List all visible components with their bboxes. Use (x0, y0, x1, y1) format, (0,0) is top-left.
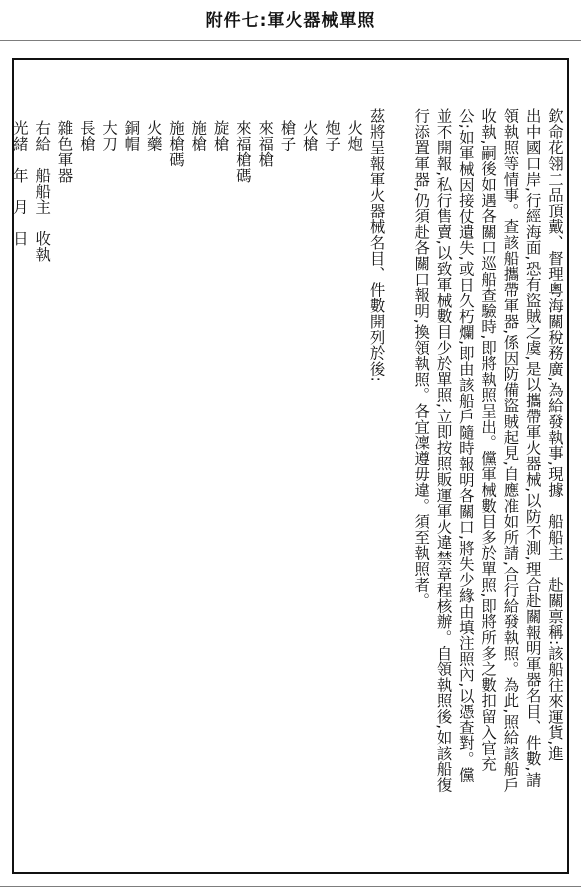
text-column: 施槍碼 (166, 120, 185, 168)
text-column: 收執,嗣後如遇各關口巡船查驗時,即將執照呈出。儻軍械數目多於單照,即將所多之數扣留入官充 (479, 108, 498, 772)
text-column: 茲將呈報軍火器械名目、件數開列於後: (367, 108, 386, 383)
text-column: 火藥 (144, 120, 163, 152)
text-column: 銅帽 (122, 120, 141, 152)
top-divider (0, 40, 581, 41)
text-column: 來福槍 (256, 120, 275, 168)
text-column: 施槍 (189, 120, 208, 152)
text-column: 領執照等情事。查該船攜帶軍器,係因防備盜賊起見,自應准如所請,合行給發執照。為此,照給該船戶 (501, 108, 520, 793)
text-column: 出中國口岸,行經海面,恐有盜賊之虞,是以攜帶軍火器械,以防不測,理合赴關報明軍器名目、件數,請 (523, 108, 542, 788)
text-column: 火炮 (345, 120, 364, 152)
text-column: 來福槍碼 (233, 120, 252, 184)
document-title: 附件七:軍火器械單照 (205, 11, 376, 31)
text-column: 旋槍 (211, 120, 230, 152)
text-column: 公;如軍械因接仗遺失,或日久朽爛,即由該船戶隨時報明各關口,將失少緣由填注照內,以憑查對。儻 (456, 108, 475, 783)
text-column: 右給 船船主 收執 (33, 120, 52, 263)
text-column: 大刀 (100, 120, 119, 152)
text-column: 光緒 年 月 日 (10, 120, 29, 247)
vertical-text-body (10, 108, 566, 878)
text-column: 欽命花翎二品頂戴、督理粵海關稅務廣,為給發執事,現據 船船主 赴關禀稱:該船往來運貨,進 (546, 108, 564, 762)
text-column (388, 108, 410, 878)
text-column: 並不開報,私行售賣,以致軍械數目少於單照,立即按照販運軍火違禁章程核辦。自領執照後,如該船復 (434, 108, 453, 793)
text-column: 行添置軍器,仍須赴各關口報明,換領執照。各宜凜遵毋違。須至執照者。 (412, 108, 431, 609)
text-column: 炮子 (323, 120, 342, 152)
text-column: 長槍 (77, 120, 96, 152)
text-column: 雜色軍器 (55, 120, 74, 184)
bottom-divider (0, 886, 581, 887)
text-column: 槍子 (278, 120, 297, 152)
text-column: 火槍 (300, 120, 319, 152)
